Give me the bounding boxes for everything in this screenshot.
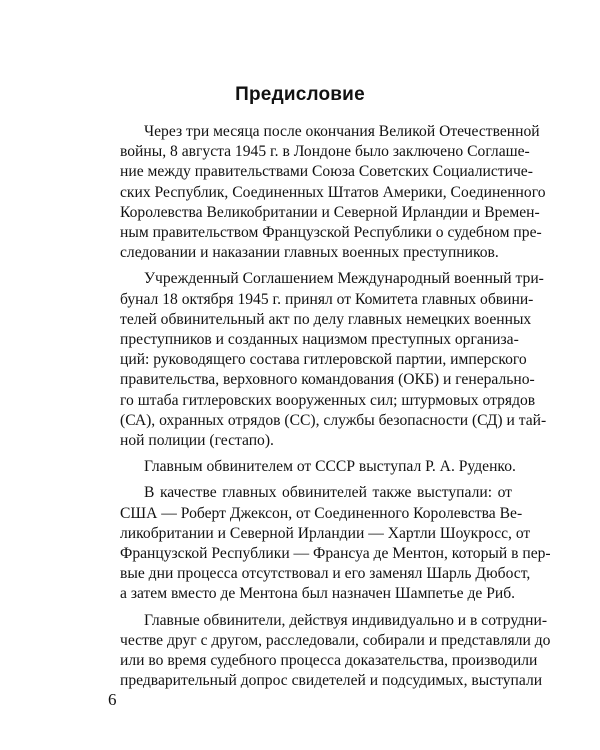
text-line: правительства, верховного командования (ОКБ) и генерально- bbox=[120, 371, 535, 389]
text-line: Главным обвинителем от СССР выступал Р. А. Руденко. bbox=[144, 458, 516, 476]
text-line: вые дни процесса отсутствовал и его заменял Шарль Дюбост, bbox=[120, 565, 531, 583]
text-line: честве друг с другом, расследовали, собирали и представляли до bbox=[120, 631, 551, 649]
text-line: Главные обвинители, действуя индивидуально и в сотрудни- bbox=[144, 611, 548, 629]
text-line: ние между правительствами Союза Советских Социалистиче- bbox=[120, 163, 533, 181]
text-line: телей обвинительный акт по делу главных немецких военных bbox=[120, 310, 532, 328]
text-line: а затем вместо де Ментона был назначен Шампетье де Риб. bbox=[120, 585, 516, 603]
text-line: ным правительством Французской Республики о судебном пре- bbox=[120, 224, 542, 242]
paragraph bbox=[120, 269, 547, 451]
paragraph bbox=[120, 457, 516, 477]
text-line: преступников и созданных нацизмом преступных организа- bbox=[120, 331, 519, 349]
text-line: Учрежденный Соглашением Международный военный три- bbox=[144, 270, 544, 288]
text-line: В качестве главных обвинителей также выступали: от bbox=[144, 484, 512, 502]
text-line: ций: руководящего состава гитлеровской партии, имперского bbox=[120, 351, 527, 369]
text-line: бунал 18 октября 1945 г. принял от Комитета главных обвини- bbox=[120, 290, 534, 308]
page-number: 6 bbox=[108, 690, 117, 709]
paragraph bbox=[120, 122, 546, 263]
text-line: ликобритании и Северной Ирландии — Хартли Шоукросс, от bbox=[120, 524, 531, 542]
text-line: ских Республик, Соединенных Штатов Америки, Соединенного bbox=[120, 183, 546, 201]
text-line: Королевства Великобритании и Северной Ирландии и Времен- bbox=[120, 203, 540, 221]
paragraph bbox=[120, 483, 551, 604]
body-text bbox=[120, 122, 551, 697]
page-title: Предисловие bbox=[235, 84, 365, 105]
text-line: Французской Республики — Франсуа де Ментон, который в пер- bbox=[120, 545, 551, 563]
text-line: Через три месяца после окончания Великой Отечественной bbox=[144, 123, 540, 140]
text-line: го штаба гитлеровских вооруженных сил; штурмовых отрядов bbox=[120, 391, 536, 409]
text-line: (СА), охранных отрядов (СС), службы безопасности (СД) и тай- bbox=[120, 411, 547, 429]
paragraph bbox=[120, 611, 551, 692]
text-line: предварительный допрос свидетелей и подсудимых, выступали bbox=[120, 672, 543, 690]
text-line: или во время судебного процесса доказательства, производили bbox=[120, 652, 538, 670]
text-line: следовании и наказании главных военных преступников. bbox=[120, 244, 499, 262]
text-line: ной полиции (гестапо). bbox=[120, 432, 274, 450]
text-line: США — Роберт Джексон, от Соединенного Королевства Ве- bbox=[120, 504, 523, 522]
text-line: войны, 8 августа 1945 г. в Лондоне было заключено Соглаше- bbox=[120, 143, 530, 161]
